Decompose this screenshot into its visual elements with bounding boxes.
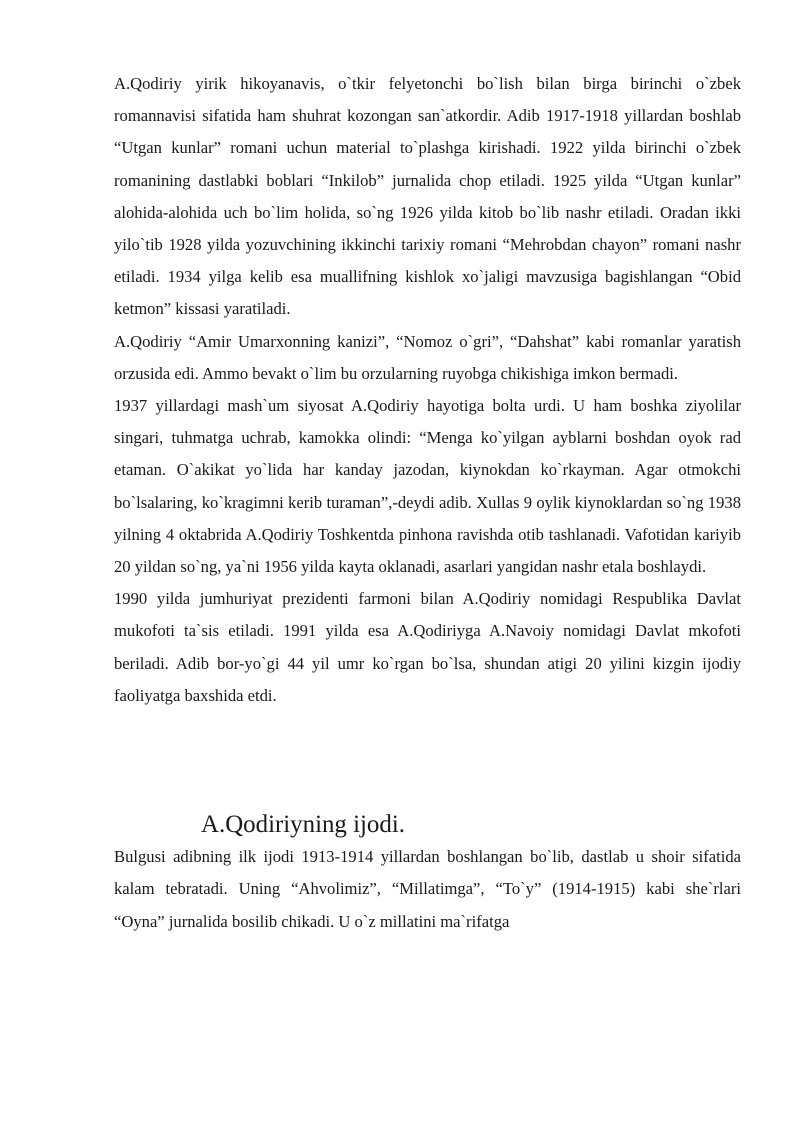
document-page bbox=[114, 68, 741, 938]
paragraph-5: Bulgusi adibning ilk ijodi 1913-1914 yillardan boshlangan bo`lib, dastlab u shoir sifatida kalam tebratadi. Uning “Ahvolimiz”, “Millatimga”, “To`y” (1914-1915) kabi she`rlari “Oyna” jurnalida bosilib chikadi. U o`z millatini ma`rifatga bbox=[114, 847, 741, 931]
paragraph-3: 1937 yillardagi mash`um siyosat A.Qodiriy hayotiga bolta urdi. U ham boshka ziyolilar singari, tuhmatga uchrab, kamokka olindi: “Menga ko`yilgan ayblarni boshdan oyok rad etaman. O`akikat yo`lida har kanday jazodan, kiynokdan ko`rkayman. Agar otmokchi bo`lsalaring, ko`kragimni kerib turaman”,-deydi adib. Xullas 9 oylik kiynoklardan so`ng 1938 yilning 4 oktabrida A.Qodiriy Toshkentda pinhona ravishda otib tashlanadi. Vafotidan kariyib 20 yildan so`ng, ya`ni 1956 yilda kayta oklanadi, asarlari yangidan nashr etala boshlaydi. bbox=[114, 396, 741, 577]
paragraph-1: A.Qodiriy yirik hikoyanavis, o`tkir felyetonchi bo`lish bilan birga birinchi o`zbek romannavisi sifatida ham shuhrat kozongan san`atkordir. Adib 1917-1918 yillardan boshlab “Utgan kunlar” romani uchun material to`plashga kirishadi. 1922 yilda birinchi o`zbek romanining dastlabki boblari “Inkilob” jurnalida chop etiladi. 1925 yilda “Utgan kunlar” alohida-alohida uch bo`lim holida, so`ng 1926 yilda kitob bo`lib nashr etiladi. Oradan ikki yilo`tib 1928 yilda yozuvchining ikkinchi tarixiy romani “Mehrobdan chayon” romani nashr etiladi. 1934 yilga kelib esa muallifning kishlok xo`jaligi mavzusiga bagishlangan “Obid ketmon” kissasi yaratiladi. bbox=[114, 74, 741, 319]
section-spacer bbox=[114, 712, 741, 809]
section-heading: A.Qodiriyning ijodi. bbox=[201, 811, 405, 839]
paragraph-4: 1990 yilda jumhuriyat prezidenti farmoni bilan A.Qodiriy nomidagi Respublika Davlat mukofoti ta`sis etiladi. 1991 yilda esa A.Qodiriyga A.Navoiy nomidagi Davlat mkofoti beriladi. Adib bor-yo`gi 44 yil umr ko`rgan bo`lsa, shundan atigi 20 yilini kizgin ijodiy faoliyatga baxshida etdi. bbox=[114, 589, 741, 705]
paragraph-2: A.Qodiriy “Amir Umarxonning kanizi”, “Nomoz o`gri”, “Dahshat” kabi romanlar yaratish orzusida edi. Ammo bevakt o`lim bu orzularning ruyobga chikishiga imkon bermadi. bbox=[114, 331, 741, 383]
